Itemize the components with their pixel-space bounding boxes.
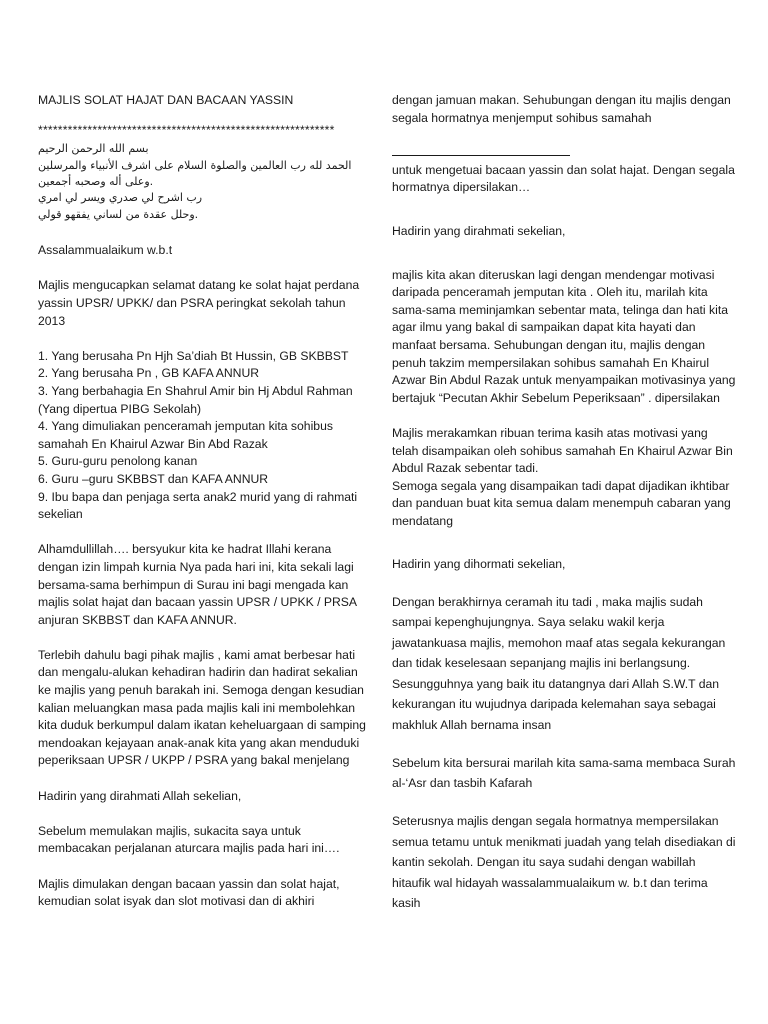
document-title: MAJLIS SOLAT HAJAT DAN BACAAN YASSIN bbox=[38, 93, 294, 107]
guest-item: 5. Guru-guru penolong kanan bbox=[38, 454, 198, 469]
paragraph-agenda: Majlis dimulakan dengan bacaan yassin dan solat hajat, kemudian solat isyak dan slot motivasi dan di akhiri bbox=[38, 876, 340, 909]
star-separator: ************************************************************ bbox=[38, 122, 335, 137]
right-column bbox=[392, 92, 737, 931]
paragraph-address-audience-3: Hadirin yang dihormati sekelian, bbox=[392, 557, 566, 572]
paragraph-farewell: Seterusnya majlis dengan segala hormatnya mempersilakan semua tetamu untuk menikmati juadah yang telah disediakan di kantin sekolah. Dengan itu saya sudahi dengan wabillah hitaufik wal hidayah wassalammualaikum w. b.t dan terima kasih bbox=[392, 814, 736, 911]
paragraph-motivation-intro: majlis kita akan diteruskan lagi dengan mendengar motivasi daripada penceramah jemputan kita . Oleh itu, marilah kita sama-sama meminjamkan sebentar mata, telinga dan hati kita agar ilmu yang bakal di sampaikan dapat kita hayati dan manfaat bersama. Sehubungan dengan itu, majlis dengan penuh takzim mempersilakan sohibus samahah En Khairul Azwar Bin Abdul Razak untuk menyampaikan motivasinya yang bertajuk “Pecutan Akhir Sebelum Peperiksaan” . dipersilakan bbox=[392, 267, 736, 405]
paragraph-address-audience-2: Hadirin yang dirahmati sekelian, bbox=[392, 223, 566, 238]
greeting: Assalammualaikum w.b.t bbox=[38, 243, 173, 258]
guest-item: 1. Yang berusaha Pn Hjh Sa’diah Bt Hussin, GB SKBBST bbox=[38, 348, 349, 363]
welcome-paragraph: Majlis mengucapkan selamat datang ke solat hajat perdana yassin UPSR/ UPKK/ dan PSRA peringkat sekolah tahun 2013 bbox=[38, 278, 360, 328]
guest-list bbox=[38, 348, 368, 524]
paragraph-lead-prayer: untuk mengetuai bacaan yassin dan solat hajat. Dengan segala hormatnya dipersilakan… bbox=[392, 162, 735, 195]
guest-item: 4. Yang dimuliakan penceramah jemputan kita sohibus samahah En Khairul Azwar Bin Abd Razak bbox=[38, 419, 333, 451]
left-column bbox=[38, 92, 368, 928]
guest-item: 9. Ibu bapa dan penjaga serta anak2 murid yang di rahmati sekelian bbox=[38, 489, 358, 522]
guest-item: 2. Yang berusaha Pn , GB KAFA ANNUR bbox=[38, 366, 260, 381]
paragraph-surah: Sebelum kita bersurai marilah kita sama-sama membaca Surah al-‘Asr dan tasbih Kafarah bbox=[392, 755, 736, 791]
paragraph-invitation: dengan jamuan makan. Sehubungan dengan itu majlis dengan segala hormatnya menjemput sohibus samahah bbox=[392, 93, 731, 125]
paragraph-address-audience: Hadirin yang dirahmati Allah sekelian, bbox=[38, 788, 242, 803]
guest-item: 6. Guru –guru SKBBST dan KAFA ANNUR bbox=[38, 471, 269, 486]
name-blank-line bbox=[392, 127, 737, 162]
paragraph-welcome-guests: Terlebih dahulu bagi pihak majlis , kami amat berbesar hati dan mengalu-alukan kehadiran hadirin dan hadirat sekalian ke majlis yang penuh barakah ini. Semoga dengan kesudian kalian meluangkan masa pada majlis kali ini membolehkan kita duduk berkumpul dalam ikatan keheluargaan di samping mendoakan kejayaan anak-anak kita yang akan menduduki peperiksaan UPSR / UKPP / PSRA yang bakal menjelang bbox=[38, 647, 366, 768]
paragraph-agenda-intro: Sebelum memulakan majlis, sukacita saya untuk membacakan perjalanan aturcara majlis pada hari ini…. bbox=[38, 823, 340, 856]
guest-item: 3. Yang berbahagia En Shahrul Amir bin Hj Abdul Rahman (Yang dipertua PIBG Sekolah) bbox=[38, 383, 353, 416]
paragraph-thanks: Majlis merakamkan ribuan terima kasih atas motivasi yang telah disampaikan oleh sohibus samahah En Khairul Azwar Bin Abdul Razak sebentar tadi. Semoga segala yang disampaikan tadi dapat dijadikan ikhtibar dan panduan buat kita semua dalam menempuh cabaran yang mendatang bbox=[392, 425, 733, 528]
paragraph-alhamdulillah: Alhamdullillah…. bersyukur kita ke hadrat Illahi kerana dengan izin limpah kurnia Nya pada hari ini, kita sekali lagi bersama-sama berhimpun di Surau ini bagi mengada kan majlis solat hajat dan bacaan yassin UPSR / UPKK / PRSA anjuran SKBBST dan KAFA ANNUR. bbox=[38, 542, 357, 627]
paragraph-closing: Dengan berakhirnya ceramah itu tadi , maka majlis sudah sampai kepenghujungnya. Saya selaku wakil kerja jawatankuasa majlis, memohon maaf atas segala kekurangan dan tidak keselesaan sepanjang majlis ini berlangsung. Sesungguhnya yang baik itu datangnya dari Allah S.W.T dan kekurangan itu wujudnya daripada kelemahan saya sebagai makhluk Allah bernama insan bbox=[392, 594, 726, 732]
arabic-opening-prayer: بسم الله الرحمن الرحيم الحمد لله رب العالمين والصلوة السلام على اشرف الأنبياء والمرسلين .وعلى أله وصحبه أجمعين رب اشرح لي صدري ويسر لي امري .وحلل عقدة من لساني يفقهو قولي bbox=[38, 142, 352, 221]
